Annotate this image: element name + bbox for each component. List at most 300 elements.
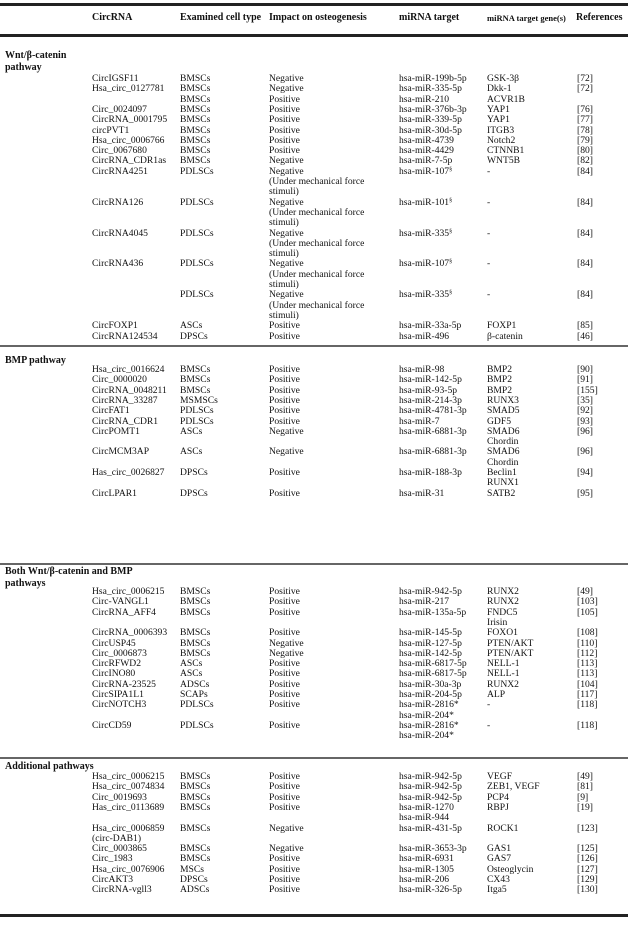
circrna-name: Has_circ_0026827 (92, 467, 165, 478)
table-row (0, 425, 628, 448)
gene-line: Itga5 (487, 884, 507, 896)
cell-type: BMSCs (180, 843, 211, 855)
mirna-name: hsa-miR-204* (399, 730, 454, 742)
gene-line: NELL-1 (487, 668, 520, 680)
mirna-name: hsa-miR-944 (399, 812, 450, 824)
footnote-mark: § (449, 228, 453, 235)
circrna-name: CircRNA_CDR1 (92, 415, 159, 427)
mirna-name: hsa-miR-376b-3p (399, 103, 467, 115)
header-cell-type: Examined cell type (180, 12, 262, 23)
cell-mirna (399, 700, 459, 721)
mirna-name: hsa-miR-210 (399, 93, 450, 105)
gene-line: RUNX2 (487, 596, 519, 608)
cell-circrna (92, 167, 148, 177)
mirna-name: hsa-miR-4781-3p (399, 405, 467, 417)
cell-reference: [118] (577, 719, 598, 731)
impact-line: (Under mechanical force (269, 237, 365, 249)
cell-impact (269, 885, 300, 895)
cell-reference: [90] (577, 364, 593, 375)
cell-genes (487, 468, 519, 489)
cell-type: BMSCs (180, 83, 211, 95)
gene-line: GDF5 (487, 415, 511, 427)
cell-reference: [94] (577, 467, 593, 478)
gene-line: Irisin (487, 616, 508, 628)
table-row (0, 126, 628, 136)
cell-genes (487, 406, 520, 416)
circrna-name: Circ_0024097 (92, 103, 147, 115)
section-title: Wnt/β-catenin pathway (5, 50, 67, 73)
cell-reference: [103] (577, 596, 598, 608)
circrna-name: CircRFWD2 (92, 658, 142, 670)
cell-reference: [9] (577, 791, 589, 803)
circrna-name: CircRNA436 (92, 258, 144, 270)
impact-line: Negative (269, 446, 304, 458)
circrna-name: Hsa_circ_0006215 (92, 771, 165, 782)
mirna-name: hsa-miR-30a-3p (399, 678, 462, 690)
mirna-line (399, 229, 452, 239)
table-row (0, 669, 628, 679)
mirna-name: hsa-miR-204* (399, 709, 454, 721)
cell-type: BMSCs (180, 771, 211, 782)
cell-reference: [84] (577, 289, 593, 301)
cell-circrna (92, 259, 143, 269)
gene-line: SMAD5 (487, 405, 520, 417)
mirna-name: hsa-miR-6817-5p (399, 668, 467, 680)
cell-impact (269, 721, 300, 731)
table-row (0, 467, 628, 489)
impact-line: Negative (269, 647, 304, 659)
cell-reference: [85] (577, 320, 593, 332)
cell-reference: [117] (577, 689, 598, 700)
cell-reference: [78] (577, 124, 593, 136)
circrna-name: Circ_0006873 (92, 647, 147, 659)
cell-genes (487, 824, 518, 834)
table-row (0, 822, 628, 844)
mirna-name: hsa-miR-93-5p (399, 384, 458, 396)
cell-impact (269, 259, 364, 290)
cell-mirna (399, 824, 462, 834)
cell-type: DPSCs (180, 330, 208, 342)
cell-impact (269, 198, 364, 229)
impact-line: Positive (269, 384, 300, 396)
cell-type: BMSCs (180, 853, 211, 865)
circrna-name: CircMCM3AP (92, 446, 150, 458)
cell-type: ASCs (180, 446, 203, 458)
circrna-name: CircLPAR1 (92, 487, 137, 499)
table-row (0, 782, 628, 792)
mirna-name: hsa-miR-6817-5p (399, 658, 467, 670)
top-rule (0, 3, 628, 6)
section-rule (0, 563, 628, 565)
cell-reference: [95] (577, 487, 593, 499)
impact-line: stimuli) (269, 309, 299, 321)
cell-impact (269, 803, 300, 813)
gene-line: ITGB3 (487, 124, 515, 136)
cell-genes (487, 115, 510, 125)
impact-line: Positive (269, 668, 300, 680)
cell-mirna (399, 427, 467, 437)
gene-line: ALP (487, 689, 506, 700)
gene-line: NELL-1 (487, 658, 520, 670)
cell-reference: [76] (577, 103, 593, 115)
cell-type: ASCs (180, 658, 203, 670)
table-row (0, 885, 628, 895)
mirna-line (399, 427, 467, 437)
impact-line: Positive (269, 330, 300, 342)
cell-circrna (92, 406, 130, 416)
header-mirna-target: miRNA target (399, 12, 460, 23)
cell-circrna (92, 468, 164, 478)
circrna-name: Circ_0003865 (92, 843, 147, 855)
table-row (0, 628, 628, 638)
cell-genes (487, 259, 490, 269)
mirna-line (399, 468, 462, 478)
gene-line: - (487, 719, 491, 731)
cell-type: BMSCs (180, 822, 211, 834)
circrna-name: Hsa_circ_0006859 (92, 822, 165, 834)
impact-line: (Under mechanical force (269, 175, 365, 187)
cell-type: BMSCs (180, 791, 211, 803)
cell-type: BMSCs (180, 364, 211, 375)
header-references: References (576, 12, 623, 23)
circrna-name: CircRNA-vgll3 (92, 884, 152, 896)
cell-type: BMSCs (180, 384, 211, 396)
mirna-line (399, 489, 444, 499)
circrna-name: Circ_0000020 (92, 374, 147, 386)
impact-line: Positive (269, 394, 300, 406)
mirna-name: hsa-miR-942-5p (399, 791, 462, 803)
section-rule (0, 345, 628, 347)
cell-type: BMSCs (180, 73, 211, 84)
mirna-name: hsa-miR-6881-3p (399, 425, 467, 437)
gene-line: - (487, 165, 491, 177)
cell-type: DPSCs (180, 467, 208, 478)
cell-reference: [125] (577, 843, 598, 855)
cell-reference: [91] (577, 374, 593, 386)
circrna-name: CircRNA_0006393 (92, 627, 168, 639)
cell-type: BMSCs (180, 93, 211, 105)
mirna-name: hsa-miR-98 (399, 364, 445, 375)
table-row (0, 639, 628, 649)
cell-genes (487, 721, 490, 731)
cell-type: MSCs (180, 863, 204, 875)
cell-circrna (92, 332, 158, 342)
cell-type: SCAPs (180, 689, 208, 700)
table-row (0, 719, 628, 742)
gene-line: β-catenin (487, 330, 523, 342)
impact-line: Negative (269, 83, 304, 95)
cell-reference: [35] (577, 394, 593, 406)
cell-impact (269, 427, 304, 437)
cell-reference: [79] (577, 134, 593, 146)
mirna-name: hsa-miR-6931 (399, 853, 454, 865)
table-row (0, 332, 628, 342)
gene-line: YAP1 (487, 103, 510, 115)
cell-impact (269, 700, 300, 710)
circrna-name: Circ_0067680 (92, 145, 147, 157)
impact-line: Positive (269, 596, 300, 608)
cell-reference: [129] (577, 874, 598, 885)
cell-impact (269, 167, 364, 198)
cell-circrna (92, 198, 143, 208)
cell-circrna (92, 700, 146, 710)
impact-line: Negative (269, 425, 304, 437)
table-row (0, 289, 628, 321)
cell-genes (487, 156, 520, 166)
cell-mirna (399, 447, 467, 457)
impact-line: Positive (269, 771, 300, 782)
cell-type: ADSCs (180, 884, 210, 896)
cell-reference: [113] (577, 668, 598, 680)
cell-reference: [49] (577, 771, 593, 782)
circrna-name: CircRNA_0001795 (92, 114, 168, 126)
table-row (0, 446, 628, 468)
impact-line: Negative (269, 196, 304, 208)
gene-line: CX43 (487, 874, 510, 885)
gene-line: Dkk-1 (487, 83, 512, 95)
gene-line: - (487, 699, 491, 711)
table-row (0, 375, 628, 385)
gene-line: GAS1 (487, 843, 511, 855)
table-row (0, 165, 628, 198)
cell-type: ASCs (180, 425, 203, 437)
section-rule (0, 914, 628, 917)
impact-line: Positive (269, 853, 300, 865)
cell-type: PDLSCs (180, 227, 214, 239)
mirna-name: hsa-miR-199b-5p (399, 73, 467, 84)
cell-impact (269, 628, 300, 638)
gene-line: BMP2 (487, 374, 513, 386)
header-target-genes: miRNA target gene(s) (487, 13, 566, 23)
mirna-line (399, 608, 466, 618)
gene-line: GAS7 (487, 853, 511, 865)
impact-line: Positive (269, 320, 300, 332)
cell-type: ADSCs (180, 678, 210, 690)
cell-impact (269, 332, 300, 342)
circrna-name: Circ_0019693 (92, 791, 147, 803)
circrna-name: CircRNA126 (92, 196, 144, 208)
mirna-name: hsa-miR-1305 (399, 863, 454, 875)
impact-line: Positive (269, 93, 300, 105)
cell-genes (487, 198, 490, 208)
section-rule (0, 757, 628, 759)
cell-type: PDLSCs (180, 405, 214, 417)
gene-line: - (487, 258, 491, 270)
cell-genes (487, 608, 517, 629)
impact-line: Negative (269, 822, 304, 834)
cell-circrna (92, 824, 164, 845)
circrna-name: Hsa_circ_0127781 (92, 83, 165, 95)
mirna-name: hsa-miR-3653-3p (399, 843, 467, 855)
cell-circrna (92, 115, 167, 125)
cell-reference: [105] (577, 606, 598, 618)
mirna-line (399, 824, 462, 834)
cell-circrna (92, 608, 156, 618)
cell-genes (487, 290, 490, 300)
mirna-name: hsa-miR-127-5p (399, 637, 462, 649)
mirna-name: hsa-miR-942-5p (399, 771, 462, 782)
cell-type: BMSCs (180, 586, 211, 597)
cell-impact (269, 229, 364, 260)
cell-reference: [96] (577, 425, 593, 437)
gene-line: BMP2 (487, 364, 513, 375)
cell-type: ASCs (180, 668, 203, 680)
impact-line: Positive (269, 874, 300, 885)
impact-line: stimuli) (269, 248, 299, 260)
impact-line: Positive (269, 801, 300, 813)
cell-type: BMSCs (180, 781, 211, 793)
gene-line: RUNX2 (487, 678, 519, 690)
table-row (0, 258, 628, 290)
cell-type: BMSCs (180, 155, 211, 167)
circrna-name: CircFOXP1 (92, 320, 138, 332)
circrna-name: CircSIPA1L1 (92, 689, 144, 700)
cell-mirna (399, 259, 452, 269)
cell-reference: [19] (577, 801, 593, 813)
cell-reference: [82] (577, 155, 593, 167)
cell-circrna (92, 229, 148, 239)
table-row (0, 597, 628, 607)
cell-genes (487, 447, 520, 468)
cell-impact (269, 447, 304, 457)
gene-line: Beclin1 (487, 467, 517, 478)
mirna-name: hsa-miR-7 (399, 415, 440, 427)
circrna-name: CircFAT1 (92, 405, 130, 417)
circrna-name: CircRNA_AFF4 (92, 606, 156, 618)
impact-line: Positive (269, 606, 300, 618)
mirna-line (399, 290, 452, 300)
cell-genes (487, 332, 523, 342)
mirna-name: hsa-miR-217 (399, 596, 450, 608)
circrna-name: CircRNA4251 (92, 165, 148, 177)
cell-type: BMSCs (180, 134, 211, 146)
cell-type: MSMSCs (180, 394, 218, 406)
cell-type: BMSCs (180, 596, 211, 608)
cell-mirna (399, 468, 462, 478)
mirna-name: hsa-miR-142-5p (399, 374, 462, 386)
gene-line: - (487, 227, 491, 239)
cell-type: PDLSCs (180, 258, 214, 270)
gene-line: SMAD6 (487, 425, 520, 437)
mirna-name: hsa-miR-214-3p (399, 394, 462, 406)
mirna-name: hsa-miR-107 (399, 165, 450, 177)
gene-line: CTNNB1 (487, 145, 525, 157)
mirna-line (399, 885, 462, 895)
section-title: Both Wnt/β-catenin and BMP pathways (5, 566, 133, 589)
impact-line: Positive (269, 134, 300, 146)
gene-line: GSK-3β (487, 73, 520, 84)
gene-line: Chordin (487, 456, 519, 468)
impact-line: Positive (269, 586, 300, 597)
cell-genes (487, 167, 490, 177)
cell-type: DPSCs (180, 874, 208, 885)
cell-circrna (92, 489, 137, 499)
table-row (0, 854, 628, 864)
impact-line: (Under mechanical force (269, 268, 365, 280)
mirna-name: hsa-miR-188-3p (399, 467, 462, 478)
cell-circrna (92, 885, 152, 895)
table-row (0, 606, 628, 628)
cell-reference: [46] (577, 330, 593, 342)
circrna-name: CircINO80 (92, 668, 136, 680)
footnote-mark: § (449, 290, 453, 297)
gene-line: PCP4 (487, 791, 509, 803)
cell-reference: [80] (577, 145, 593, 157)
cell-genes (487, 427, 520, 448)
cell-reference: [92] (577, 405, 593, 417)
gene-line: SATB2 (487, 487, 516, 499)
table-row (0, 196, 628, 229)
cell-reference: [96] (577, 446, 593, 458)
gene-line: FOXO1 (487, 627, 518, 639)
gene-line: - (487, 196, 491, 208)
impact-line: Positive (269, 627, 300, 639)
circrna-name: Circ_1983 (92, 853, 133, 865)
impact-line: (Under mechanical force (269, 206, 365, 218)
cell-mirna (399, 229, 452, 239)
mirna-name: hsa-miR-7-5p (399, 155, 453, 167)
mirna-name: hsa-miR-135a-5p (399, 606, 467, 618)
mirna-name: hsa-miR-101 (399, 196, 450, 208)
cell-reference: [108] (577, 627, 598, 639)
cell-genes (487, 628, 518, 638)
cell-reference: [112] (577, 647, 598, 659)
gene-line: RUNX2 (487, 586, 519, 597)
gene-line: PTEN/AKT (487, 647, 534, 659)
gene-line: RUNX3 (487, 394, 519, 406)
mirna-name: hsa-miR-335 (399, 289, 450, 301)
cell-type: PDLSCs (180, 289, 214, 301)
circrna-name: CircRNA4045 (92, 227, 148, 239)
mirna-name: hsa-miR-496 (399, 330, 450, 342)
impact-line: Positive (269, 103, 300, 115)
gene-line: - (487, 289, 491, 301)
header-impact: Impact on osteogenesis (269, 12, 367, 23)
cell-genes (487, 489, 515, 499)
gene-line: Chordin (487, 436, 519, 448)
cell-type: BMSCs (180, 637, 211, 649)
cell-reference: [49] (577, 586, 593, 597)
impact-line: Positive (269, 487, 300, 499)
circrna-name: CircRNA_0048211 (92, 384, 167, 396)
gene-line: BMP2 (487, 384, 513, 396)
mirna-name: hsa-miR-431-5p (399, 822, 462, 834)
circrna-name: CircRNA124534 (92, 330, 158, 342)
impact-line: Positive (269, 145, 300, 157)
cell-type: BMSCs (180, 647, 211, 659)
cell-genes (487, 229, 490, 239)
impact-line: Positive (269, 374, 300, 386)
mirna-name: hsa-miR-4739 (399, 134, 454, 146)
cell-mirna (399, 167, 452, 177)
mirna-name: hsa-miR-107 (399, 258, 450, 270)
cell-genes (487, 700, 490, 710)
circrna-name: circPVT1 (92, 124, 130, 136)
impact-line: Positive (269, 791, 300, 803)
impact-line: Negative (269, 637, 304, 649)
impact-line: Negative (269, 155, 304, 167)
table-row (0, 801, 628, 824)
circrna-name: Hsa_circ_0076906 (92, 863, 165, 875)
gene-line: FOXP1 (487, 320, 517, 332)
table-row (0, 489, 628, 499)
section-title: Additional pathways (5, 761, 94, 772)
circrna-name: Circ-VANGL1 (92, 596, 149, 608)
mirna-line (399, 332, 449, 342)
impact-line: Negative (269, 165, 304, 177)
impact-line: Positive (269, 689, 300, 700)
impact-line: Positive (269, 364, 300, 375)
